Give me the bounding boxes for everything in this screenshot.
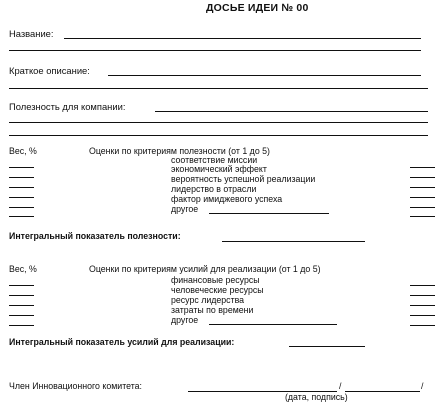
effort-score-field[interactable] (410, 325, 435, 326)
effort-integral-field[interactable] (289, 346, 365, 347)
usefulness-weight-field[interactable] (9, 167, 34, 168)
effort-criterion: финансовые ресурсы (171, 275, 260, 285)
usefulness-criterion: лидерство в отрасли (171, 184, 257, 194)
usefulness-line-3[interactable] (9, 135, 428, 136)
usefulness-score-field[interactable] (410, 187, 435, 188)
committee-member-label: Член Инновационного комитета: (9, 381, 142, 391)
usefulness-weight-field[interactable] (9, 207, 34, 208)
usefulness-field[interactable] (155, 111, 428, 112)
effort-weight-field[interactable] (9, 295, 34, 296)
usefulness-score-field[interactable] (410, 177, 435, 178)
usefulness-other-field[interactable] (209, 213, 329, 214)
separator-slash-end: / (421, 381, 424, 391)
usefulness-score-field[interactable] (410, 216, 435, 217)
effort-criterion: другое (171, 315, 199, 325)
usefulness-criterion: экономический эффект (171, 164, 267, 174)
usefulness-criterion: другое (171, 204, 199, 214)
usefulness-line-2[interactable] (9, 122, 428, 123)
short-description-label: Краткое описание: (9, 65, 90, 76)
separator-slash: / (339, 381, 342, 391)
usefulness-weight-field[interactable] (9, 177, 34, 178)
document-title: ДОСЬЕ ИДЕИ № 00 (206, 2, 309, 14)
effort-weight-field[interactable] (9, 285, 34, 286)
name-field-line-2[interactable] (9, 50, 421, 51)
usefulness-integral-field[interactable] (222, 241, 365, 242)
effort-weight-field[interactable] (9, 325, 34, 326)
effort-weight-field[interactable] (9, 315, 34, 316)
effort-score-field[interactable] (410, 305, 435, 306)
usefulness-label: Полезность для компании: (9, 101, 126, 112)
usefulness-integral-label: Интегральный показатель полезности: (9, 231, 181, 241)
committee-signature-field[interactable] (345, 391, 420, 392)
date-signature-caption: (дата, подпись) (285, 392, 348, 402)
effort-integral-label: Интегральный показатель усилий для реализации: (9, 337, 235, 347)
effort-criterion: затраты по времени (171, 305, 254, 315)
usefulness-weight-header: Вес, % (9, 146, 37, 156)
usefulness-weight-field[interactable] (9, 197, 34, 198)
usefulness-score-field[interactable] (410, 167, 435, 168)
effort-weight-header: Вес, % (9, 264, 37, 274)
name-label: Название: (9, 28, 54, 39)
effort-weight-field[interactable] (9, 305, 34, 306)
name-field[interactable] (64, 38, 421, 39)
effort-score-field[interactable] (410, 295, 435, 296)
effort-score-field[interactable] (410, 285, 435, 286)
usefulness-weight-field[interactable] (9, 187, 34, 188)
usefulness-weight-field[interactable] (9, 216, 34, 217)
usefulness-criteria-header: Оценки по критериям полезности (от 1 до 5) (89, 146, 270, 156)
usefulness-criterion: соответствие миссии (171, 155, 258, 165)
effort-score-field[interactable] (410, 315, 435, 316)
usefulness-score-field[interactable] (410, 197, 435, 198)
usefulness-score-field[interactable] (410, 207, 435, 208)
usefulness-criterion: вероятность успешной реализации (171, 174, 316, 184)
effort-criterion: человеческие ресурсы (171, 285, 264, 295)
effort-criterion: ресурс лидерства (171, 295, 245, 305)
effort-criteria-header: Оценки по критериям усилий для реализации (от 1 до 5) (89, 264, 321, 274)
short-description-line-2[interactable] (9, 88, 428, 89)
effort-other-field[interactable] (209, 324, 337, 325)
usefulness-criterion: фактор имиджевого успеха (171, 194, 283, 204)
short-description-field[interactable] (108, 75, 421, 76)
